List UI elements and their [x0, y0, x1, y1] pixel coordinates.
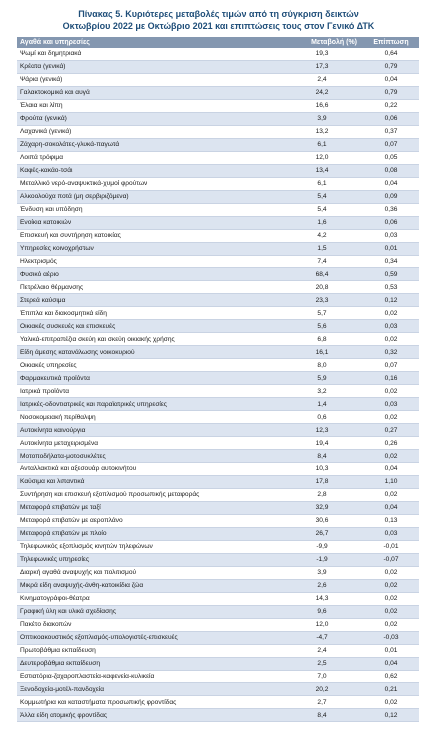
- table-row: [17, 605, 419, 618]
- row-item-cell: Μεταλλικό νερό-αναψυκτικά-χυμοί φρούτων: [17, 177, 281, 190]
- row-item-cell: Ένδυση και υπόδηση: [17, 203, 281, 216]
- row-item-cell: Ηλεκτρισμός: [17, 255, 281, 268]
- row-effect-cell: 0,04: [363, 463, 419, 476]
- row-effect-cell: 0,01: [363, 242, 419, 255]
- row-item-cell: Διαρκή αγαθά αναψυχής και πολιτισμού: [17, 566, 281, 579]
- row-change-cell: 1,4: [281, 398, 363, 411]
- row-effect-cell: 0,21: [363, 683, 419, 696]
- row-effect-cell: 0,02: [363, 488, 419, 501]
- row-item-cell: Ψωμί και δημητριακά: [17, 48, 281, 60]
- row-change-cell: 13,4: [281, 164, 363, 177]
- row-item-cell: Υαλικά-επιτραπέζια σκεύη και σκεύη οικιακής χρήσης: [17, 333, 281, 346]
- table-row: [17, 138, 419, 151]
- row-item-cell: Μοτοποδήλατα-μοτοσυκλέτες: [17, 450, 281, 463]
- row-effect-cell: 0,12: [363, 294, 419, 307]
- table-row: [17, 86, 419, 99]
- row-change-cell: 8,4: [281, 709, 363, 722]
- row-effect-cell: 0,34: [363, 255, 419, 268]
- table-row: [17, 255, 419, 268]
- table-row: [17, 359, 419, 372]
- row-change-cell: 32,9: [281, 501, 363, 514]
- table-row: [17, 709, 419, 722]
- header-effect: Επίπτωση: [363, 37, 419, 48]
- table-row: [17, 424, 419, 437]
- row-item-cell: Κομμωτήρια και καταστήματα προσωπικής φροντίδας: [17, 696, 281, 709]
- row-item-cell: Γαλακτοκομικά και αυγά: [17, 86, 281, 99]
- header-change: Μεταβολή (%): [281, 37, 363, 48]
- row-effect-cell: 0,02: [363, 411, 419, 424]
- row-item-cell: Καύσιμα και λιπαντικά: [17, 475, 281, 488]
- row-item-cell: Νοσοκομειακή περίθαλψη: [17, 411, 281, 424]
- row-change-cell: 5,7: [281, 307, 363, 320]
- row-item-cell: Πρωτοβάθμια εκπαίδευση: [17, 644, 281, 657]
- table-row: [17, 514, 419, 527]
- table-row: [17, 164, 419, 177]
- row-change-cell: 17,3: [281, 60, 363, 73]
- row-effect-cell: 0,32: [363, 346, 419, 359]
- row-item-cell: Μεταφορά επιβατών με ταξί: [17, 501, 281, 514]
- row-change-cell: 12,0: [281, 618, 363, 631]
- row-effect-cell: 0,04: [363, 501, 419, 514]
- table-row: [17, 281, 419, 294]
- table-row: [17, 683, 419, 696]
- table-row: [17, 411, 419, 424]
- table-row: [17, 657, 419, 670]
- row-effect-cell: 0,06: [363, 216, 419, 229]
- row-effect-cell: 0,02: [363, 696, 419, 709]
- row-change-cell: 2,5: [281, 657, 363, 670]
- row-effect-cell: 0,01: [363, 644, 419, 657]
- row-item-cell: Μεταφορά επιβατών με αεροπλάνο: [17, 514, 281, 527]
- table-row: [17, 99, 419, 112]
- row-item-cell: Οικιακές συσκευές και επισκευές: [17, 320, 281, 333]
- row-change-cell: 20,8: [281, 281, 363, 294]
- row-effect-cell: 0,13: [363, 514, 419, 527]
- row-effect-cell: 0,02: [363, 592, 419, 605]
- row-change-cell: 8,0: [281, 359, 363, 372]
- row-change-cell: -1,9: [281, 553, 363, 566]
- table-row: [17, 60, 419, 73]
- row-effect-cell: 0,09: [363, 190, 419, 203]
- row-change-cell: 16,1: [281, 346, 363, 359]
- row-change-cell: 24,2: [281, 86, 363, 99]
- row-effect-cell: 0,53: [363, 281, 419, 294]
- row-effect-cell: -0,03: [363, 631, 419, 644]
- row-item-cell: Άλλα είδη ατομικής φροντίδας: [17, 709, 281, 722]
- row-change-cell: 9,6: [281, 605, 363, 618]
- row-item-cell: Έπιπλα και διακοσμητικά είδη: [17, 307, 281, 320]
- row-item-cell: Λαχανικά (γενικά): [17, 125, 281, 138]
- row-effect-cell: 0,03: [363, 320, 419, 333]
- row-effect-cell: 0,08: [363, 164, 419, 177]
- table-row: [17, 112, 419, 125]
- table-row: [17, 372, 419, 385]
- row-change-cell: 2,4: [281, 73, 363, 86]
- table-row: [17, 73, 419, 86]
- row-change-cell: -4,7: [281, 631, 363, 644]
- row-change-cell: 12,0: [281, 151, 363, 164]
- table-row: [17, 450, 419, 463]
- table-row: [17, 177, 419, 190]
- row-item-cell: Ψάρια (γενικά): [17, 73, 281, 86]
- row-change-cell: 14,3: [281, 592, 363, 605]
- row-item-cell: Μικρά είδη αναψυχής-άνθη-κατοικίδια ζώα: [17, 579, 281, 592]
- row-change-cell: 10,3: [281, 463, 363, 476]
- row-effect-cell: 0,79: [363, 86, 419, 99]
- row-change-cell: 19,3: [281, 48, 363, 60]
- row-item-cell: Επισκευή και συντήρηση κατοικίας: [17, 229, 281, 242]
- table-row: [17, 566, 419, 579]
- table-row: [17, 475, 419, 488]
- row-effect-cell: 0,16: [363, 372, 419, 385]
- row-effect-cell: 0,04: [363, 177, 419, 190]
- row-effect-cell: 0,02: [363, 307, 419, 320]
- table-row: [17, 229, 419, 242]
- row-change-cell: 7,0: [281, 670, 363, 683]
- row-item-cell: Δευτεροβάθμια εκπαίδευση: [17, 657, 281, 670]
- table-row: [17, 242, 419, 255]
- row-effect-cell: 0,64: [363, 48, 419, 60]
- row-item-cell: Ιατρικές-οδοντιατρικές και παραϊατρικές υπηρεσίες: [17, 398, 281, 411]
- row-item-cell: Τηλεφωνικές υπηρεσίες: [17, 553, 281, 566]
- row-change-cell: 6,1: [281, 177, 363, 190]
- row-effect-cell: 0,02: [363, 566, 419, 579]
- table-body: [17, 48, 419, 722]
- table-row: [17, 268, 419, 281]
- row-effect-cell: -0,01: [363, 540, 419, 553]
- row-change-cell: -9,9: [281, 540, 363, 553]
- row-effect-cell: 0,26: [363, 437, 419, 450]
- row-item-cell: Ανταλλακτικά και αξεσουάρ αυτοκινήτου: [17, 463, 281, 476]
- row-effect-cell: 0,03: [363, 229, 419, 242]
- row-item-cell: Αλκοολούχα ποτά (μη σερβιριζόμενα): [17, 190, 281, 203]
- table-title: [0, 0, 437, 32]
- row-effect-cell: 0,03: [363, 398, 419, 411]
- row-item-cell: Πακέτο διακοπών: [17, 618, 281, 631]
- row-effect-cell: 1,10: [363, 475, 419, 488]
- table-row: [17, 540, 419, 553]
- row-item-cell: Έλαια και λίπη: [17, 99, 281, 112]
- row-effect-cell: 0,02: [363, 385, 419, 398]
- table-row: [17, 294, 419, 307]
- table-row: [17, 631, 419, 644]
- row-item-cell: Κρέατα (γενικά): [17, 60, 281, 73]
- table-row: [17, 501, 419, 514]
- row-item-cell: Αυτοκίνητα μεταχειρισμένα: [17, 437, 281, 450]
- row-change-cell: 23,3: [281, 294, 363, 307]
- row-change-cell: 8,4: [281, 450, 363, 463]
- row-change-cell: 5,4: [281, 203, 363, 216]
- price-changes-table: [17, 37, 419, 722]
- table-row: [17, 48, 419, 60]
- row-effect-cell: 0,02: [363, 579, 419, 592]
- row-item-cell: Κινηματογράφοι-θέατρα: [17, 592, 281, 605]
- row-effect-cell: 0,37: [363, 125, 419, 138]
- table-row: [17, 346, 419, 359]
- row-effect-cell: 0,02: [363, 450, 419, 463]
- row-change-cell: 2,8: [281, 488, 363, 501]
- table-row: [17, 190, 419, 203]
- row-effect-cell: 0,36: [363, 203, 419, 216]
- table-row: [17, 579, 419, 592]
- row-effect-cell: 0,04: [363, 73, 419, 86]
- title-line-1: Πίνακας 5. Κυριότερες μεταβολές τιμών από τη σύγκριση δεικτών: [78, 9, 359, 19]
- row-change-cell: 0,6: [281, 411, 363, 424]
- table-row: [17, 644, 419, 657]
- row-item-cell: Οπτικοακουστικός εξοπλισμός-υπολογιστές-επισκευές: [17, 631, 281, 644]
- row-change-cell: 6,8: [281, 333, 363, 346]
- row-change-cell: 1,5: [281, 242, 363, 255]
- row-change-cell: 30,6: [281, 514, 363, 527]
- row-change-cell: 26,7: [281, 527, 363, 540]
- table-row: [17, 437, 419, 450]
- row-change-cell: 20,2: [281, 683, 363, 696]
- row-change-cell: 16,6: [281, 99, 363, 112]
- table-row: [17, 216, 419, 229]
- table-row: [17, 592, 419, 605]
- row-item-cell: Συντήρηση και επισκευή εξοπλισμού προσωπικής μεταφοράς: [17, 488, 281, 501]
- row-effect-cell: 0,22: [363, 99, 419, 112]
- row-change-cell: 7,4: [281, 255, 363, 268]
- row-change-cell: 68,4: [281, 268, 363, 281]
- row-effect-cell: 0,02: [363, 605, 419, 618]
- row-item-cell: Φαρμακευτικά προϊόντα: [17, 372, 281, 385]
- row-change-cell: 19,4: [281, 437, 363, 450]
- row-effect-cell: 0,07: [363, 138, 419, 151]
- row-change-cell: 3,2: [281, 385, 363, 398]
- row-item-cell: Λοιπά τρόφιμα: [17, 151, 281, 164]
- row-effect-cell: 0,05: [363, 151, 419, 164]
- row-item-cell: Ιατρικά προϊόντα: [17, 385, 281, 398]
- row-change-cell: 2,4: [281, 644, 363, 657]
- row-change-cell: 2,6: [281, 579, 363, 592]
- row-effect-cell: 0,27: [363, 424, 419, 437]
- row-change-cell: 12,3: [281, 424, 363, 437]
- table-row: [17, 320, 419, 333]
- table-row: [17, 398, 419, 411]
- table-row: [17, 125, 419, 138]
- row-change-cell: 3,9: [281, 566, 363, 579]
- row-effect-cell: 0,02: [363, 618, 419, 631]
- row-effect-cell: 0,06: [363, 112, 419, 125]
- row-item-cell: Είδη άμεσης κατανάλωσης νοικοκυριού: [17, 346, 281, 359]
- row-item-cell: Στερεά καύσιμα: [17, 294, 281, 307]
- row-item-cell: Πετρέλαιο θέρμανσης: [17, 281, 281, 294]
- row-effect-cell: 0,02: [363, 333, 419, 346]
- table-row: [17, 488, 419, 501]
- row-item-cell: Ζάχαρη-σοκολάτες-γλυκά-παγωτά: [17, 138, 281, 151]
- row-item-cell: Υπηρεσίες κοινοχρήστων: [17, 242, 281, 255]
- row-item-cell: Εστιατόρια-ζαχαροπλαστεία-καφενεία-κυλικεία: [17, 670, 281, 683]
- row-change-cell: 6,1: [281, 138, 363, 151]
- row-change-cell: 13,2: [281, 125, 363, 138]
- row-item-cell: Τηλεφωνικός εξοπλισμός κινητών τηλεφώνων: [17, 540, 281, 553]
- row-effect-cell: 0,59: [363, 268, 419, 281]
- row-item-cell: Αυτοκίνητα καινούργια: [17, 424, 281, 437]
- row-change-cell: 5,6: [281, 320, 363, 333]
- table-row: [17, 527, 419, 540]
- table-row: [17, 463, 419, 476]
- row-effect-cell: 0,79: [363, 60, 419, 73]
- row-effect-cell: 0,07: [363, 359, 419, 372]
- row-item-cell: Φρούτα (γενικά): [17, 112, 281, 125]
- row-change-cell: 5,9: [281, 372, 363, 385]
- table-row: [17, 670, 419, 683]
- row-item-cell: Μεταφορά επιβατών με πλοίο: [17, 527, 281, 540]
- row-change-cell: 17,8: [281, 475, 363, 488]
- table-row: [17, 385, 419, 398]
- row-change-cell: 5,4: [281, 190, 363, 203]
- title-line-2: Οκτωβρίου 2022 με Οκτώβριο 2021 και επιπτώσεις τους στον Γενικό ΔΤΚ: [62, 21, 375, 31]
- table-header-row: [17, 37, 419, 48]
- table-row: [17, 307, 419, 320]
- table-row: [17, 696, 419, 709]
- row-item-cell: Ενοίκια κατοικιών: [17, 216, 281, 229]
- row-effect-cell: 0,62: [363, 670, 419, 683]
- row-item-cell: Καφές-κακάο-τσάι: [17, 164, 281, 177]
- row-change-cell: 4,2: [281, 229, 363, 242]
- table-row: [17, 553, 419, 566]
- row-change-cell: 2,7: [281, 696, 363, 709]
- row-change-cell: 3,9: [281, 112, 363, 125]
- header-item: Αγαθά και υπηρεσίες: [17, 37, 281, 48]
- row-change-cell: 1,6: [281, 216, 363, 229]
- table-row: [17, 203, 419, 216]
- row-item-cell: Οικιακές υπηρεσίες: [17, 359, 281, 372]
- row-item-cell: Γραφική ύλη και υλικά σχεδίασης: [17, 605, 281, 618]
- table-row: [17, 618, 419, 631]
- row-effect-cell: 0,04: [363, 657, 419, 670]
- row-item-cell: Φυσικό αέριο: [17, 268, 281, 281]
- table-row: [17, 151, 419, 164]
- row-effect-cell: -0,07: [363, 553, 419, 566]
- row-effect-cell: 0,03: [363, 527, 419, 540]
- row-item-cell: Ξενοδοχεία-μοτέλ-πανδοχεία: [17, 683, 281, 696]
- table-row: [17, 333, 419, 346]
- row-effect-cell: 0,12: [363, 709, 419, 722]
